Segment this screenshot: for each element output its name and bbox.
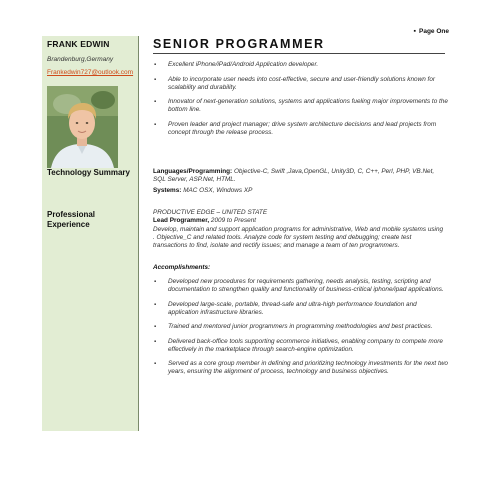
technology-summary-heading: Technology Summary bbox=[47, 168, 130, 177]
list-item: ▪ Trained and mentored junior programmers in programming methodologies and best practices. bbox=[154, 323, 433, 330]
bullet-icon: ▪ bbox=[154, 361, 157, 367]
accomplishments-heading: Accomplishments: bbox=[153, 264, 211, 271]
candidate-email-link[interactable]: Frankedwin727@outlook.com bbox=[47, 69, 134, 76]
title-divider bbox=[153, 53, 445, 54]
candidate-name: FRANK EDWIN bbox=[47, 39, 110, 49]
list-item: ▪ Developed large-scale, portable, thread-safe and ultra-high performance foundation and application infrastructure libraries. bbox=[154, 300, 417, 316]
role-description: Develop, maintain and support application programs for administrative, Web and mobile systems using . Objective_C and related tools. Analyze code for system testing and debugging; create test transactions to find, isolate and rectify issues; and manage a team of ten programmers. bbox=[153, 226, 444, 249]
role-line: Lead Programmer, 2009 to Present bbox=[153, 217, 257, 224]
page-title: SENIOR PROGRAMMER bbox=[153, 37, 325, 51]
bullet-icon: ▪ bbox=[413, 28, 417, 35]
candidate-location: Brandenburg,Germany bbox=[47, 56, 114, 63]
list-item: ▪ Able to incorporate user needs into cost-effective, secure and user-friendly solutions known for scalability and durability. bbox=[154, 75, 436, 91]
bullet-icon: ▪ bbox=[154, 301, 157, 308]
languages-line: Languages/Programming: Objective-C, Swift ,Java,OpenGL, Unity3D, C, C++, Perl, PHP, VB.Net, SQL Server, ASP.Net, HTML. bbox=[153, 168, 435, 183]
bullet-icon: ▪ bbox=[154, 338, 157, 345]
page-label: ▪ Page One bbox=[413, 28, 449, 35]
bullet-icon: ▪ bbox=[154, 62, 157, 68]
bullet-icon: ▪ bbox=[154, 324, 157, 330]
professional-experience-heading: Professional Experience bbox=[47, 210, 96, 229]
bullet-icon: ▪ bbox=[154, 121, 157, 128]
company-name: PRODUCTIVE EDGE – UNITED STATE bbox=[153, 209, 268, 216]
list-item: ▪ Developed new procedures for requirements gathering, needs analysis, testing, scripting and documentation to strengthen quality and functionality of business-critical iphone/ipad applications. bbox=[154, 278, 444, 293]
systems-line: Systems: MAC OSX, Windows XP bbox=[153, 187, 253, 194]
list-item: ▪ Delivered back-office tools supporting ecommerce initiatives, enabling company to compete more effectively in the marketplace through search-engine optimization. bbox=[154, 337, 443, 353]
accomplishments-list bbox=[153, 278, 448, 383]
list-item: ▪ Served as a core group member in defining and prioritizing technology investments for the next two years, ensuring the alignment of process, technology and business objectives. bbox=[154, 360, 448, 375]
candidate-photo bbox=[47, 86, 118, 168]
bullet-icon: ▪ bbox=[154, 99, 157, 105]
list-item: ▪ Innovator of next-generation solutions, systems and applications fueling major improvements to the bottom line. bbox=[154, 98, 448, 113]
list-item: ▪ Proven leader and project manager; drive system architecture decisions and lead projects from concept through the release process. bbox=[154, 120, 437, 136]
bullet-icon: ▪ bbox=[154, 279, 157, 285]
bullet-icon: ▪ bbox=[154, 76, 157, 83]
list-item: ▪ Excellent iPhone/iPad/Android Application developer. bbox=[154, 61, 319, 68]
summary-list bbox=[153, 61, 448, 143]
